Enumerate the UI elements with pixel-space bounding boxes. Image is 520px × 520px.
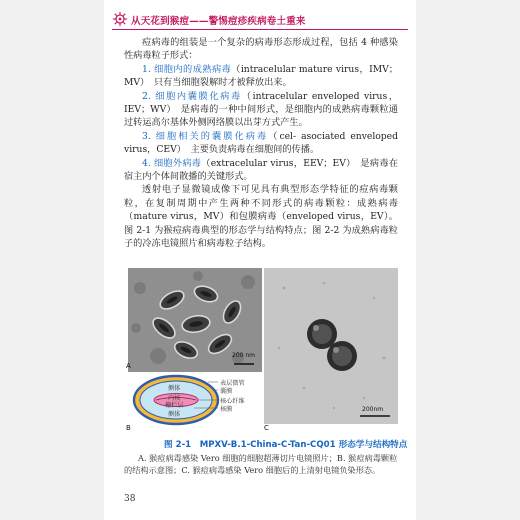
virion-structure-diagram xyxy=(128,373,262,427)
list-item xyxy=(124,90,398,130)
callout-label: 囊膜 xyxy=(220,388,233,395)
header-rule xyxy=(112,29,408,30)
diagram-label: 侧体 xyxy=(168,385,181,392)
running-header xyxy=(104,10,416,30)
item-text: （cel- asociated enveloped virus，CEV） 主要负责病毒在细胞间的传播。 xyxy=(124,130,398,156)
diagram-label: 内核 xyxy=(168,395,181,402)
body-text xyxy=(124,36,398,251)
figure-caption: 图 2-1 MPXV-B.1-China-C-Tan-CQ01 形态学与结构特点 xyxy=(164,440,408,450)
diagram-label: 栅栏层 xyxy=(165,402,184,409)
item-label: 2. 细胞内囊膜化病毒 xyxy=(142,90,242,102)
virus-logo-icon xyxy=(112,11,128,27)
intro-paragraph: 痘病毒的组装是一个复杂的病毒形态形成过程，包括 4 种感染性病毒粒子形式： xyxy=(124,37,398,62)
diagram-label: 侧体 xyxy=(168,411,181,418)
list-item xyxy=(124,157,398,184)
figure-note: A. 猴痘病毒感染 Vero 细胞的细胞超薄切片电镜照片；B. 猴痘病毒颗粒的结构示意图；C. 猴痘病毒感染 Vero 细胞后的上清射电镜负染形态。 xyxy=(124,453,398,475)
item-text: （extracelular virus，EEV；EV） 是病毒在宿主内个体间散播的关键形式。 xyxy=(124,157,399,183)
scale-bar-label: 200 nm xyxy=(232,352,256,359)
second-paragraph: 透射电子显微镜成像下可见具有典型形态学特征的痘病毒颗粒，在复制周期中产生两种不同形式的病毒颗粒：成熟病毒（mature virus，MV）和包膜病毒（enveloped virus，EV）。图 2-1 为猴痘病毒典型的形态学与结构特点；图 2-2 为成熟病毒粒子的冷冻电镜照片和病毒粒子结构。 xyxy=(124,184,398,250)
item-label: 4. 细胞外病毒 xyxy=(142,157,202,169)
em-thin-section-image xyxy=(128,268,262,372)
item-text: （intracelular mature virus，IMV；MV） 只有当细胞裂解时才被释放出来。 xyxy=(124,63,398,89)
callout-label: 表层微管 xyxy=(220,380,245,387)
page-number: 38 xyxy=(124,494,136,504)
scale-bar-label: 200nm xyxy=(362,406,384,413)
figure-label-c: C xyxy=(264,424,269,432)
figure-label-a: A xyxy=(126,362,131,370)
item-label: 3. 细胞相关的囊膜化病毒 xyxy=(142,130,269,142)
list-item xyxy=(124,130,398,157)
figure-label-b: B xyxy=(126,424,131,432)
list-item xyxy=(124,63,398,90)
negative-stain-em-image xyxy=(264,268,398,424)
callout-label: 核心纤维 xyxy=(220,398,245,405)
item-text: （intracelular enveloped virus，IEV；WV） 是病毒的一种中间形式，是细胞内的成熟病毒颗粒通过转运高尔基体外侧网络膜以出芽方式产生。 xyxy=(124,90,398,129)
callout-label: 核膜 xyxy=(220,406,233,413)
book-page xyxy=(104,0,416,520)
header-title: 从天花到猴痘——警惕痘疹疾病卷土重来 xyxy=(131,16,306,27)
item-label: 1. 细胞内的成熟病毒 xyxy=(142,63,232,75)
